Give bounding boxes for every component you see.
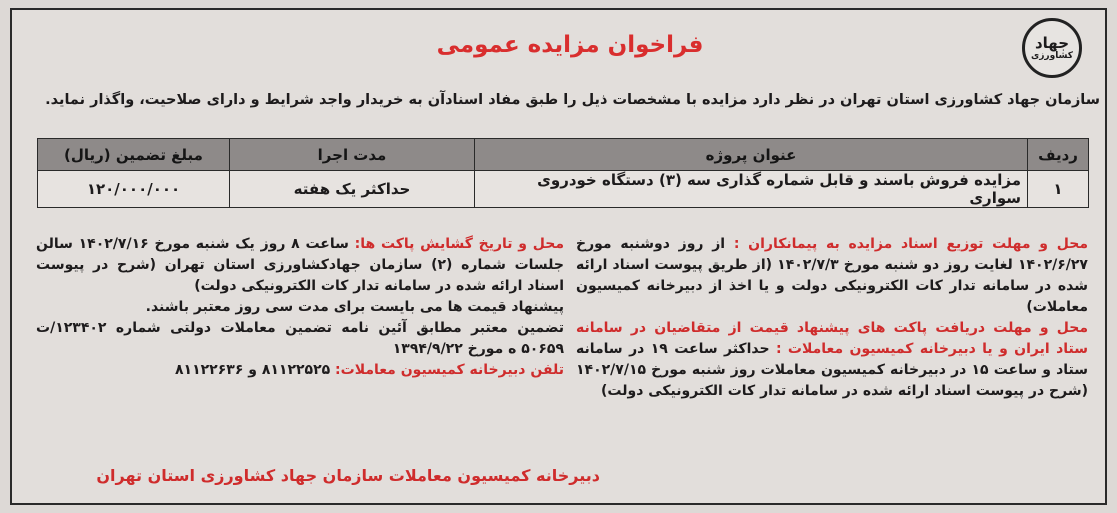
- opening-section: [36, 234, 564, 297]
- table-row: [38, 171, 1089, 208]
- validity-text: پیشنهاد قیمت ها می بایست برای مدت سی روز معتبر باشند.: [145, 299, 564, 315]
- submission-text: حداکثر ساعت ۱۹ در سامانه ستاد و ساعت ۱۵ در دبیرخانه کمیسیون معاملات روز شنبه مورخ ۱۴۰۲/۷/۱۵ (شرح در پیوست اسناد ارائه شده در سامانه تدار کات الکترونیکی دولت): [576, 341, 1089, 399]
- submission-section: [576, 318, 1088, 402]
- opening-heading: محل و تاریخ گشایش پاکت ها:: [354, 236, 564, 252]
- distribution-heading: محل و مهلت توزیع اسناد مزایده به پیمانکاران :: [733, 236, 1088, 252]
- opening-text: ساعت ۸ روز یک شنبه مورخ ۱۴۰۲/۷/۱۶ سالن جلسات شماره (۲) سازمان جهادکشاورزی استان تهران (شرح در پیوست اسناد ارائه شده در سامانه تدار کات الکترونیکی دولت): [36, 236, 564, 294]
- auction-table: [37, 138, 1089, 208]
- header-duration: مدت اجرا: [230, 139, 475, 171]
- header-project-title: عنوان پروژه: [475, 139, 1028, 171]
- phone-section: [36, 360, 564, 381]
- jahad-logo: [1022, 18, 1082, 78]
- left-column: [36, 234, 564, 381]
- footer-signature: دبیرخانه کمیسیون معاملات سازمان جهاد کشاورزی استان تهران: [96, 466, 600, 485]
- cell-duration: حداکثر یک هفته: [230, 171, 475, 208]
- phone-numbers: ۸۱۱۲۲۵۲۵ و ۸۱۱۲۲۶۳۶: [175, 362, 331, 378]
- cell-deposit: ۱۲۰/۰۰۰/۰۰۰: [38, 171, 230, 208]
- right-column: [576, 234, 1088, 402]
- cell-project-title: مزایده فروش باسند و قابل شماره گذاری سه (۳) دستگاه خودروی سواری: [475, 171, 1028, 208]
- logo-text-line2: کشاورزی: [1031, 51, 1073, 61]
- page-title: فراخوان مزایده عمومی: [436, 32, 704, 58]
- cell-row-number: ۱: [1028, 171, 1089, 208]
- header-row-number: ردیف: [1028, 139, 1089, 171]
- table-header-row: [38, 139, 1089, 171]
- header-deposit: مبلغ تضمین (ریال): [38, 139, 230, 171]
- logo-text-line1: جهاد: [1034, 34, 1070, 52]
- intro-text: سازمان جهاد کشاورزی استان تهران در نظر دارد مزایده با مشخصات ذیل را طبق مفاد اسنادآن به خریدار واجد شرایط و دارای صلاحیت، واگذار نماید.: [45, 92, 1100, 108]
- distribution-section: [576, 234, 1088, 318]
- guarantee-text: تضمین معتبر مطابق آئین نامه تضمین معاملات دولتی شماره ۱۲۳۴۰۲/ت ۵۰۶۵۹ ه مورخ ۱۳۹۴/۹/۲۲: [36, 320, 564, 357]
- distribution-text: از روز دوشنبه مورخ ۱۴۰۲/۶/۲۷ لغایت روز دو شنبه مورخ ۱۴۰۲/۷/۳ (از طریق پیوست اسناد ارائه شده در سامانه تدار کات الکترونیکی دولت و یا اخذ از دبیرخانه کمیسیون معاملات): [576, 236, 1088, 315]
- phone-heading: تلفن دبیرخانه کمیسیون معاملات:: [335, 362, 564, 378]
- submission-heading: محل و مهلت دریافت پاکت های پیشنهاد قیمت از متقاضیان در سامانه ستاد ایران و یا دبیرخانه کمیسیون معاملات :: [576, 320, 1088, 357]
